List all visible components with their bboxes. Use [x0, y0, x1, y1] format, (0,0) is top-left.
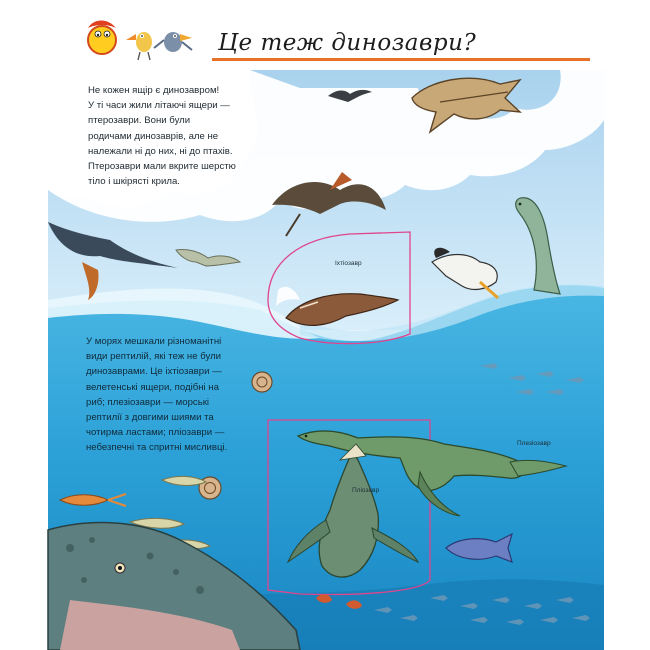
intro-line: птерозаври. Вони були [88, 115, 191, 127]
intro-line: Не кожен ящір є динозавром! [88, 85, 220, 96]
sea-line: велетенські ящери, подібні на [86, 381, 219, 393]
cartoon-bird-1 [126, 32, 152, 60]
sea-paragraph [86, 334, 227, 456]
ichthyosaur-label: Іхтіозавр [335, 260, 362, 267]
sea-line: динозаврами. Це іхтіозаври — [86, 366, 222, 378]
pliosaur-label: Пліозавр [352, 487, 380, 494]
sea-line: рептилії з довгими шиями та [86, 412, 214, 424]
intro-line: тіло і шкірясті крила. [88, 176, 180, 188]
intro-line: родичами динозаврів, але не [88, 130, 219, 142]
page-title: Це теж динозаври? [218, 30, 477, 56]
header-badge [88, 21, 192, 61]
intro-line: належали ні до них, ні до птахів. [88, 145, 233, 157]
sea-line: види рептилій, які теж не були [86, 351, 222, 363]
sea-line: У морях мешкали різноманітні [86, 336, 222, 347]
title-underline [212, 58, 590, 61]
intro-line: У ті часи жили літаючі ящери — [88, 100, 230, 112]
intro-paragraph [88, 83, 236, 189]
ammonite-top [252, 372, 272, 392]
sea-line: небезпечні та спритні мисливці. [86, 442, 228, 454]
sea-line: риб; плезіозаври — морські [86, 396, 210, 408]
intro-line: Птерозаври мали вкрите шерстю [88, 161, 236, 173]
cartoon-bird-2 [154, 32, 192, 52]
sea-line: чотирма ластами; пліозаври — [86, 427, 225, 439]
plesiosaur-label: Плезіозавр [517, 440, 551, 447]
